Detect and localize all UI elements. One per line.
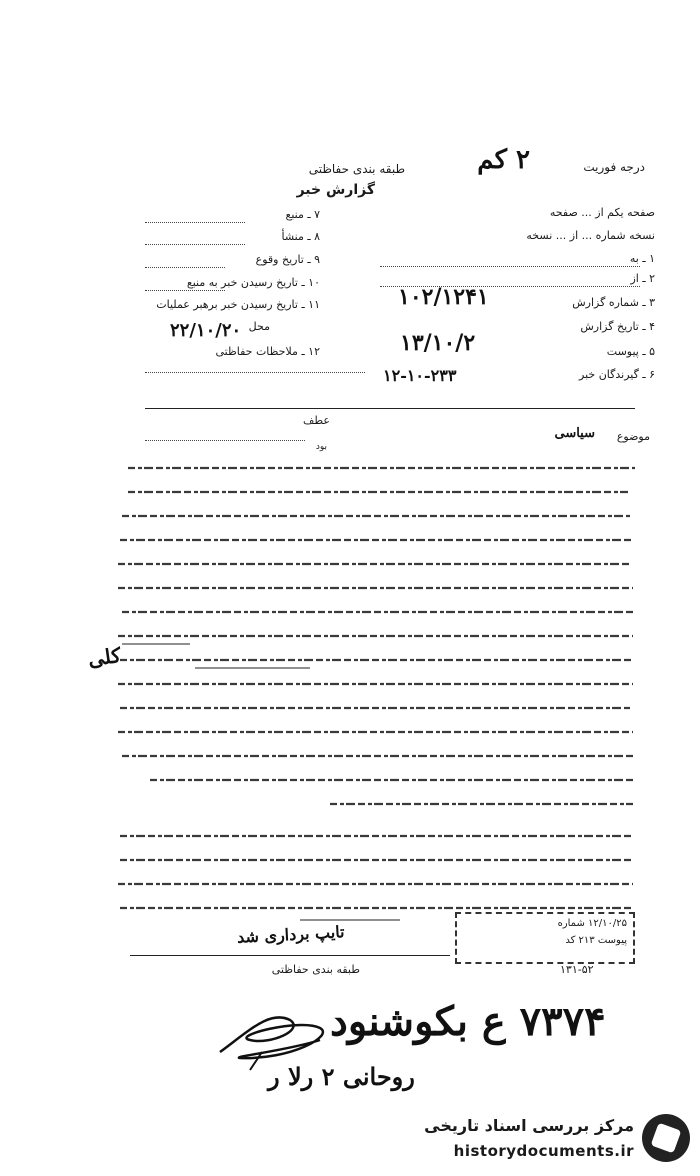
form-title: گزارش خبر bbox=[296, 182, 375, 198]
subject-value: سیاسی bbox=[554, 426, 595, 441]
subject-label: موضوع bbox=[616, 430, 650, 443]
archive-logo-icon bbox=[642, 1114, 690, 1162]
urgency-label: درجه فوریت bbox=[583, 160, 645, 174]
margin-note: کلی bbox=[86, 642, 123, 672]
field-from: ۲ ـ از bbox=[630, 272, 655, 285]
handwritten-name: روحانی ۲ رلا ر bbox=[268, 1062, 415, 1091]
footer-classification: طبقه بندی حفاظتی bbox=[271, 963, 360, 976]
recipients-value: ۱۲-۱۰-۲۳۳ bbox=[383, 366, 457, 385]
handwritten-number: ۷۳۷۴ ع بکوشنود bbox=[330, 998, 606, 1045]
field-copy-number: نسخه شماره ... از ... نسخه bbox=[526, 229, 655, 242]
field-origin: ۸ ـ منشأ bbox=[281, 230, 320, 243]
stamp-line-1: ۱۲/۱۰/۲۵ شماره bbox=[557, 918, 627, 929]
classification-label: طبقه بندی حفاظتی bbox=[308, 162, 405, 176]
urgency-value: ۲ کم bbox=[477, 145, 530, 175]
place-value: ۲۲/۱۰/۲۰ bbox=[170, 320, 242, 341]
field-report-number: ۳ ـ شماره گزارش bbox=[572, 296, 655, 309]
reference-label: عطف bbox=[303, 414, 330, 427]
field-page-of: صفحه یکم از ... صفحه bbox=[549, 206, 655, 219]
watermark bbox=[410, 1110, 690, 1166]
field-to: ۱ ـ به bbox=[629, 252, 655, 265]
form-code: ۱۳۱-۵۲ bbox=[560, 963, 594, 976]
reference-sub: بود bbox=[315, 442, 327, 452]
field-source: ۷ ـ منبع bbox=[285, 208, 320, 221]
watermark-title: مرکز بررسی اسناد تاریخی bbox=[424, 1116, 634, 1135]
field-report-date: ۴ ـ تاریخ گزارش bbox=[580, 320, 655, 333]
field-occurrence-date: ۹ ـ تاریخ وقوع bbox=[255, 253, 320, 266]
report-date-value: ۱۳/۱۰/۲ bbox=[400, 330, 476, 356]
field-recipients: ۶ ـ گیرندگان خبر bbox=[579, 368, 655, 381]
signature-note: تایپ برداری شد bbox=[237, 922, 346, 947]
field-place: محل bbox=[248, 320, 270, 333]
field-protection-notes: ۱۲ ـ ملاحظات حفاظتی bbox=[215, 345, 320, 358]
report-number-value: ۱۰۲/۱۲۴۱ bbox=[398, 284, 489, 310]
watermark-url: historydocuments.ir bbox=[453, 1142, 634, 1160]
field-attachment: ۵ ـ پیوست bbox=[606, 345, 655, 358]
field-receipt-leader: ۱۱ ـ تاریخ رسیدن خبر برهبر عملیات bbox=[156, 298, 320, 311]
field-receipt-source: ۱۰ ـ تاریخ رسیدن خبر به منبع bbox=[186, 276, 320, 289]
stamp-line-2: پیوست ۲۱۳ کد bbox=[565, 935, 627, 946]
